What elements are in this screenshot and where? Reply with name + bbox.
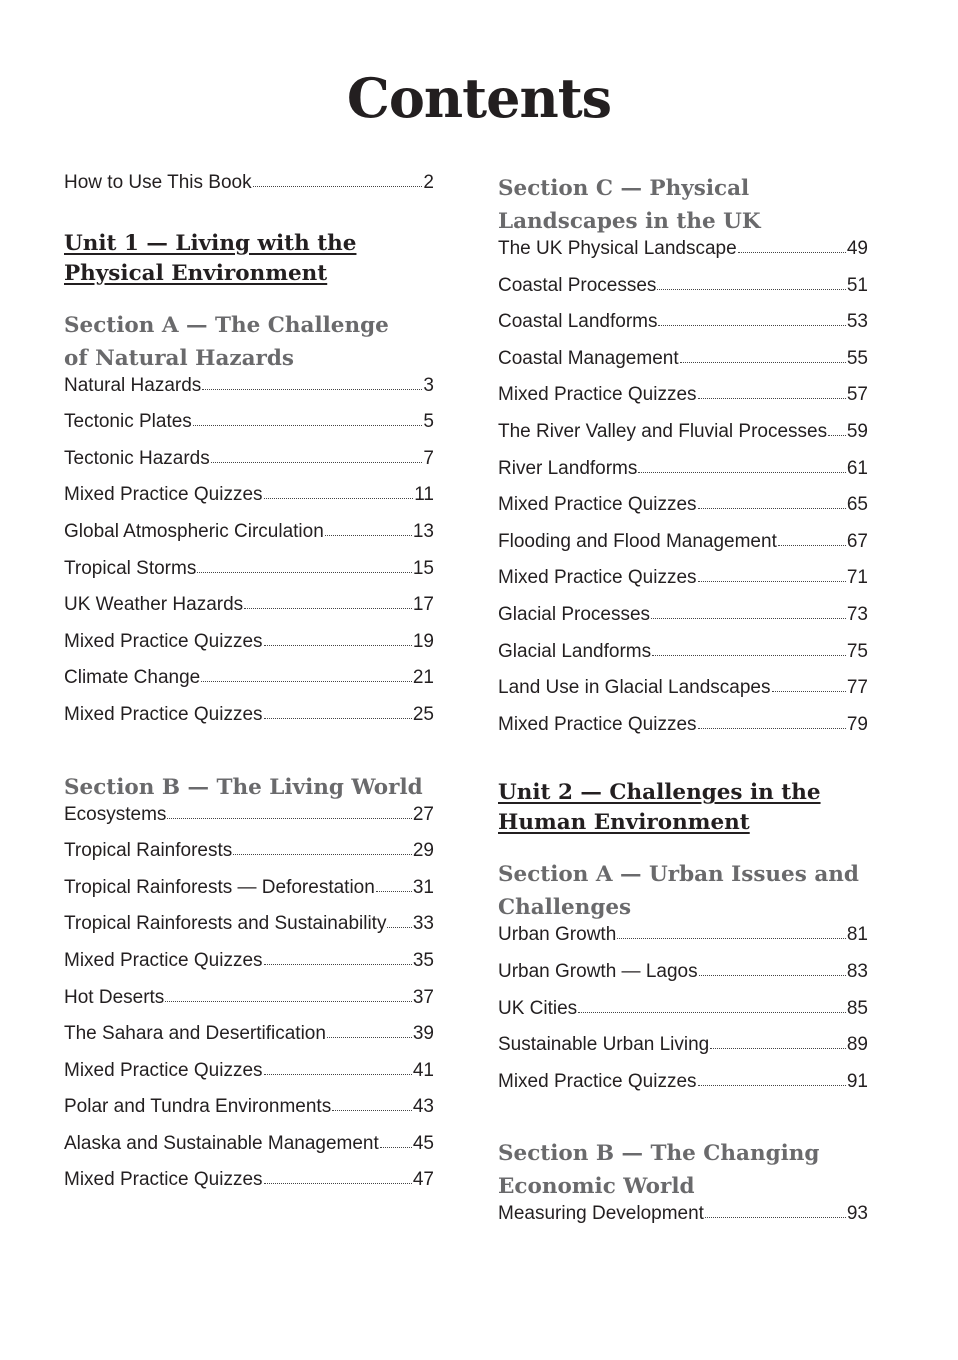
- section-heading-line1: Section A — The Challenge: [64, 312, 389, 338]
- toc-entry-page: 67: [846, 530, 868, 552]
- dot-leader: [211, 461, 423, 463]
- toc-entry[interactable]: [498, 641, 868, 678]
- dot-leader: [651, 617, 846, 619]
- toc-entry[interactable]: [64, 594, 434, 631]
- toc-entry-label: Polar and Tundra Environments: [64, 1096, 332, 1118]
- section-heading-line1: Section B — The Changing: [498, 1141, 820, 1167]
- toc-entry-label: Coastal Landforms: [498, 311, 658, 333]
- toc-entry[interactable]: [498, 998, 868, 1035]
- toc-entry-page: 43: [412, 1096, 434, 1118]
- toc-entry-page: 61: [846, 457, 868, 479]
- dot-leader: [202, 388, 422, 390]
- dot-leader: [264, 497, 414, 499]
- toc-entry-page: 2: [423, 172, 434, 193]
- unit-1-section-b-heading: [64, 771, 434, 804]
- toc-entry-page: 81: [846, 924, 868, 946]
- dot-leader: [167, 817, 411, 819]
- toc-entry-label: Mixed Practice Quizzes: [64, 949, 263, 971]
- toc-entry[interactable]: [64, 375, 434, 412]
- toc-entry-label: The Sahara and Desertification: [64, 1023, 326, 1045]
- toc-entry[interactable]: [498, 348, 868, 385]
- toc-entry[interactable]: [64, 804, 434, 841]
- toc-entry-label: Mixed Practice Quizzes: [64, 1059, 263, 1081]
- dot-leader: [652, 654, 846, 656]
- toc-entry[interactable]: [498, 1034, 868, 1071]
- dot-leader: [193, 424, 423, 426]
- toc-entry[interactable]: [64, 840, 434, 877]
- toc-entry[interactable]: [498, 924, 868, 961]
- toc-entry[interactable]: [64, 950, 434, 987]
- dot-leader: [264, 717, 412, 719]
- dot-leader: [264, 1182, 412, 1184]
- toc-entry-label: Mixed Practice Quizzes: [498, 713, 697, 735]
- toc-entry[interactable]: [64, 448, 434, 485]
- toc-entry-page: 31: [412, 876, 434, 898]
- toc-entry-label: Sustainable Urban Living: [498, 1034, 710, 1056]
- toc-entry-label: Mixed Practice Quizzes: [498, 384, 697, 406]
- dot-leader: [244, 607, 412, 609]
- contents-column-right: [498, 172, 868, 1240]
- toc-entry-label: Coastal Management: [498, 347, 679, 369]
- toc-entry-label: The UK Physical Landscape: [498, 238, 737, 259]
- toc-entry[interactable]: [498, 238, 868, 275]
- toc-entry-page: 3: [423, 374, 434, 396]
- unit-1-section-a-heading: [64, 309, 434, 375]
- toc-entry[interactable]: [498, 311, 868, 348]
- dot-leader: [264, 644, 412, 646]
- dot-leader: [680, 361, 846, 363]
- dot-leader: [332, 1109, 412, 1111]
- toc-entry[interactable]: [64, 411, 434, 448]
- toc-entry-label: How to Use This Book: [64, 172, 252, 193]
- toc-entry[interactable]: [64, 521, 434, 558]
- toc-entry[interactable]: [64, 1133, 434, 1170]
- dot-leader: [698, 397, 846, 399]
- toc-entry[interactable]: [64, 877, 434, 914]
- toc-entry[interactable]: [498, 961, 868, 998]
- unit-2-section-a-heading: [498, 858, 868, 924]
- toc-entry-page: 79: [846, 713, 868, 735]
- unit-2-heading-line1: Unit 2 — Challenges in the: [498, 780, 821, 806]
- toc-entry-page: 17: [412, 594, 434, 616]
- toc-entry[interactable]: [64, 1060, 434, 1097]
- toc-entry-label: Mixed Practice Quizzes: [64, 703, 263, 725]
- toc-entry-page: 13: [412, 520, 434, 542]
- toc-entry-label: Glacial Landforms: [498, 640, 652, 662]
- contents-column-left: [64, 172, 434, 1206]
- dot-leader: [778, 544, 846, 546]
- toc-entry-page: 71: [846, 567, 868, 589]
- toc-entry-page: 77: [846, 677, 868, 699]
- dot-leader: [657, 288, 845, 290]
- toc-entry[interactable]: [64, 704, 434, 741]
- toc-entry-label: Mixed Practice Quizzes: [498, 567, 697, 589]
- section-heading-line1: Section A — Urban Issues and: [498, 862, 859, 888]
- dot-leader: [197, 571, 412, 573]
- dot-leader: [698, 727, 846, 729]
- toc-entry-label: UK Cities: [498, 997, 578, 1019]
- toc-entry[interactable]: [64, 1096, 434, 1133]
- dot-leader: [327, 1036, 412, 1038]
- toc-entry-page: 89: [846, 1034, 868, 1056]
- toc-entry-label: Land Use in Glacial Landscapes: [498, 677, 771, 699]
- toc-entry-page: 75: [846, 640, 868, 662]
- toc-entry-page: 35: [412, 949, 434, 971]
- toc-entry[interactable]: [498, 604, 868, 641]
- dot-leader: [264, 963, 412, 965]
- toc-entry-page: 29: [412, 840, 434, 862]
- toc-entry-label: Mixed Practice Quizzes: [498, 1070, 697, 1092]
- page-title: Contents: [346, 66, 612, 130]
- dot-leader: [710, 1047, 846, 1049]
- section-heading-line2: of Natural Hazards: [64, 345, 294, 371]
- toc-entry-page: 15: [412, 557, 434, 579]
- toc-entry-label: River Landforms: [498, 457, 638, 479]
- dot-leader: [387, 926, 411, 928]
- toc-entry-page: 59: [846, 420, 868, 442]
- dot-leader: [165, 1000, 412, 1002]
- toc-list-unit1-section-b: [64, 804, 434, 1207]
- toc-entry[interactable]: [498, 494, 868, 531]
- toc-entry-label: The River Valley and Fluvial Processes: [498, 420, 828, 442]
- toc-entry-page: 25: [412, 703, 434, 725]
- dot-leader: [380, 1146, 412, 1148]
- toc-entry-label: UK Weather Hazards: [64, 594, 244, 616]
- toc-entry-label: Mixed Practice Quizzes: [64, 630, 263, 652]
- unit-2-section-b-heading: [498, 1137, 868, 1203]
- toc-entry-label: Tropical Storms: [64, 557, 197, 579]
- toc-entry-label: Climate Change: [64, 667, 201, 689]
- section-heading-line1: Section B — The Living World: [64, 774, 423, 800]
- toc-entry-page: 47: [412, 1169, 434, 1191]
- toc-entry-label: Coastal Processes: [498, 274, 657, 296]
- dot-leader: [253, 185, 423, 187]
- dot-leader: [698, 507, 846, 509]
- dot-leader: [201, 680, 412, 682]
- toc-entry-page: 73: [846, 603, 868, 625]
- toc-entry[interactable]: [498, 677, 868, 714]
- dot-leader: [698, 1084, 846, 1086]
- dot-leader: [638, 471, 845, 473]
- toc-list-unit1-section-a: [64, 375, 434, 741]
- toc-entry-label: Tectonic Plates: [64, 411, 192, 433]
- toc-entry[interactable]: [498, 1071, 868, 1108]
- toc-entry-page: 65: [846, 494, 868, 516]
- dot-leader: [698, 580, 846, 582]
- toc-entry[interactable]: [64, 631, 434, 668]
- unit-1-heading-line2: Physical Environment: [64, 260, 328, 286]
- unit-1-heading-line1: Unit 1 — Living with the: [64, 230, 357, 256]
- toc-entry-page: 57: [846, 384, 868, 406]
- toc-entry[interactable]: [498, 275, 868, 312]
- toc-entry[interactable]: [64, 1169, 434, 1206]
- unit-2-heading-line2: Human Environment: [498, 810, 750, 836]
- toc-entry-page: 39: [412, 1023, 434, 1045]
- toc-entry-page: 51: [846, 274, 868, 296]
- toc-entry[interactable]: [498, 714, 868, 751]
- toc-entry-page: 91: [846, 1070, 868, 1092]
- section-heading-line2: Challenges: [498, 895, 632, 921]
- toc-entry-label: Alaska and Sustainable Management: [64, 1132, 379, 1154]
- toc-entry-label: Ecosystems: [64, 803, 167, 825]
- toc-entry-label: Tropical Rainforests — Deforestation: [64, 876, 375, 898]
- toc-entry[interactable]: [64, 913, 434, 950]
- toc-entry[interactable]: [64, 987, 434, 1024]
- dot-leader: [772, 690, 846, 692]
- toc-entry[interactable]: [64, 1023, 434, 1060]
- toc-entry-page: 19: [412, 630, 434, 652]
- toc-entry-label: Urban Growth: [498, 924, 617, 946]
- toc-entry[interactable]: [64, 484, 434, 521]
- toc-entry-page: 53: [846, 311, 868, 333]
- toc-entry-label: Global Atmospheric Circulation: [64, 520, 324, 542]
- toc-entry[interactable]: [498, 458, 868, 495]
- dot-leader: [828, 434, 846, 436]
- unit-1-section-c-heading: [498, 172, 868, 238]
- toc-list-unit1-section-c: [498, 238, 868, 750]
- dot-leader: [376, 890, 412, 892]
- dot-leader: [705, 1216, 846, 1218]
- toc-entry-label: Mixed Practice Quizzes: [64, 1169, 263, 1191]
- toc-entry-page: 45: [412, 1132, 434, 1154]
- toc-entry[interactable]: [498, 421, 868, 458]
- toc-entry-page: 55: [846, 347, 868, 369]
- toc-entry[interactable]: [498, 531, 868, 568]
- toc-list-unit2-section-b: [498, 1203, 868, 1240]
- toc-entry-label: Tropical Rainforests and Sustainability: [64, 913, 387, 935]
- toc-entry-page: 41: [412, 1059, 434, 1081]
- toc-entry[interactable]: [498, 567, 868, 604]
- toc-entry-page: 49: [846, 238, 868, 259]
- toc-entry-label: Tectonic Hazards: [64, 447, 210, 469]
- unit-2-heading: [498, 778, 868, 838]
- unit-1-heading: [64, 229, 434, 289]
- section-heading-line2: Landscapes in the UK: [498, 209, 761, 234]
- dot-leader: [699, 974, 846, 976]
- toc-entry-page: 21: [412, 667, 434, 689]
- toc-entry[interactable]: [498, 384, 868, 421]
- dot-leader: [264, 1073, 412, 1075]
- toc-entry[interactable]: [498, 1203, 868, 1240]
- toc-entry-page: 5: [423, 411, 434, 433]
- dot-leader: [617, 937, 846, 939]
- dot-leader: [658, 324, 845, 326]
- toc-entry-page: 85: [846, 997, 868, 1019]
- toc-entry-how-to-use[interactable]: [64, 172, 434, 209]
- toc-entry-label: Tropical Rainforests: [64, 840, 233, 862]
- toc-entry[interactable]: [64, 558, 434, 595]
- toc-entry-page: 27: [412, 803, 434, 825]
- toc-entry-label: Mixed Practice Quizzes: [64, 484, 263, 506]
- toc-entry-label: Flooding and Flood Management: [498, 530, 777, 552]
- dot-leader: [233, 853, 412, 855]
- toc-entry-label: Hot Deserts: [64, 986, 165, 1008]
- dot-leader: [738, 251, 846, 253]
- toc-list-unit2-section-a: [498, 924, 868, 1107]
- toc-entry-label: Urban Growth — Lagos: [498, 960, 698, 982]
- toc-entry[interactable]: [64, 667, 434, 704]
- toc-entry-page: 7: [423, 447, 434, 469]
- dot-leader: [578, 1011, 846, 1013]
- dot-leader: [325, 534, 412, 536]
- toc-entry-page: 93: [846, 1203, 868, 1225]
- toc-entry-page: 37: [412, 986, 434, 1008]
- section-heading-line1: Section C — Physical: [498, 176, 750, 201]
- toc-entry-label: Glacial Processes: [498, 603, 651, 625]
- toc-entry-label: Mixed Practice Quizzes: [498, 494, 697, 516]
- toc-entry-label: Measuring Development: [498, 1203, 704, 1225]
- section-heading-line2: Economic World: [498, 1174, 695, 1200]
- toc-entry-page: 33: [412, 913, 434, 935]
- toc-entry-label: Natural Hazards: [64, 374, 202, 396]
- toc-entry-page: 83: [846, 960, 868, 982]
- toc-entry-page: 11: [414, 484, 434, 506]
